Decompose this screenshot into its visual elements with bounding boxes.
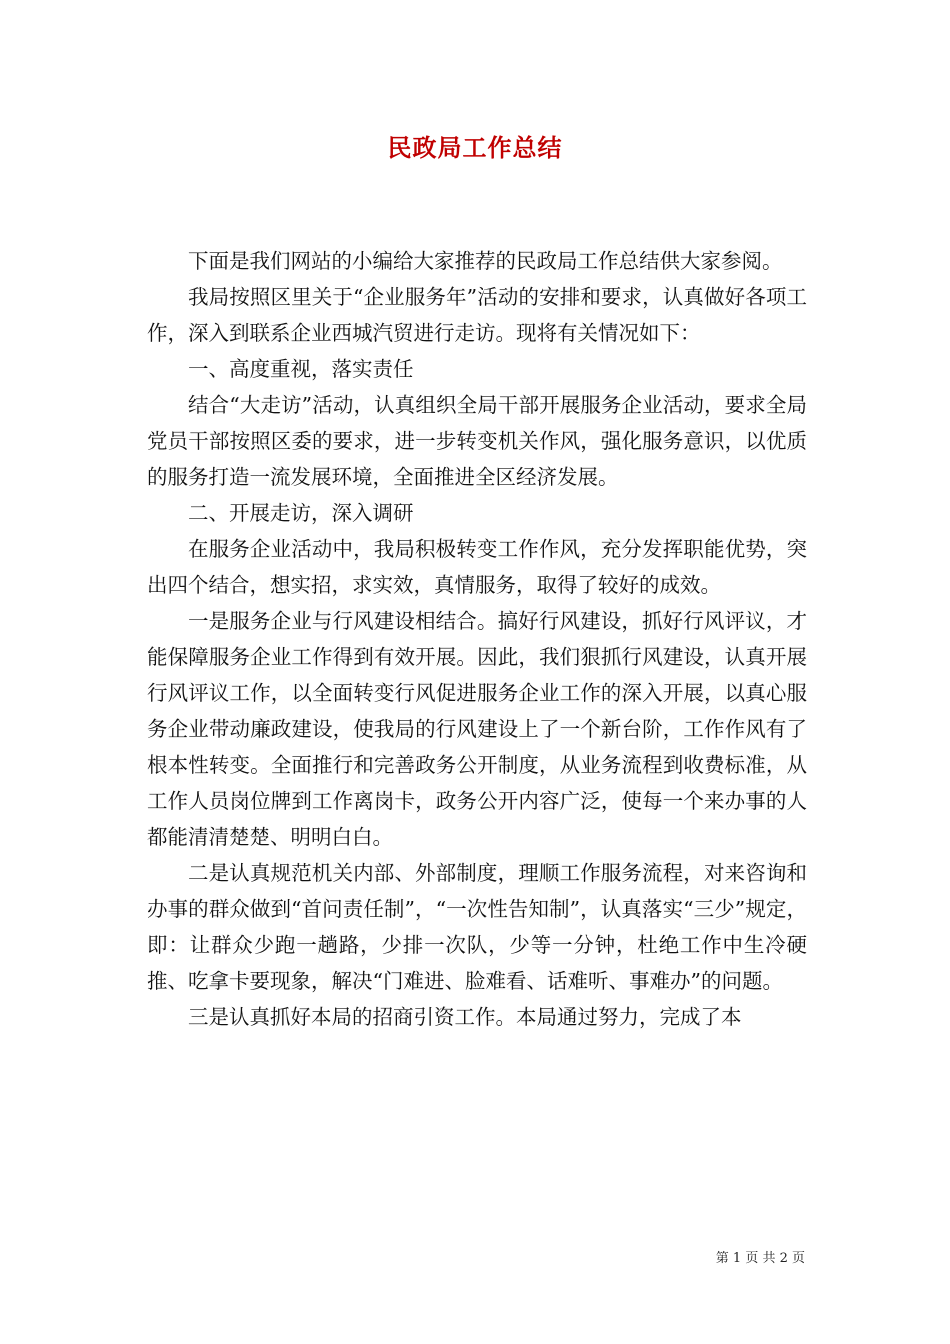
document-body (147, 243, 807, 1035)
section-heading: 一、高度重视，落实责任 (188, 357, 414, 381)
paragraph: 结合“大走访”活动，认真组织全局干部开展服务企业活动，要求全局党员干部按照区委的要求，进一步转变机关作风，强化服务意识，以优质的服务打造一流发展环境，全面推进全区经济发展。 (147, 393, 807, 489)
document-title: 民政局工作总结 (387, 133, 563, 162)
paragraph: 在服务企业活动中，我局积极转变工作作风，充分发挥职能优势，突出四个结合，想实招，求实效，真情服务，取得了较好的成效。 (147, 537, 807, 597)
paragraph: 二是认真规范机关内部、外部制度，理顺工作服务流程，对来咨询和办事的群众做到“首问责任制”，“一次性告知制”，认真落实“三少”规定，即：让群众少跑一趟路，少排一次队，少等一分钟，杜绝工作中生冷硬推、吃拿卡要现象，解决“门难进、脸难看、话难听、事难办”的问题。 (147, 861, 807, 993)
page-number: 第 1 页 共 2 页 (715, 1251, 805, 1266)
paragraph: 三是认真抓好本局的招商引资工作。本局通过努力，完成了本 (188, 1005, 742, 1029)
paragraph: 我局按照区里关于“企业服务年”活动的安排和要求，认真做好各项工作，深入到联系企业西城汽贸进行走访。现将有关情况如下： (147, 285, 807, 345)
section-heading: 二、开展走访，深入调研 (188, 501, 414, 525)
paragraph: 下面是我们网站的小编给大家推荐的民政局工作总结供大家参阅。 (188, 249, 783, 273)
paragraph: 一是服务企业与行风建设相结合。搞好行风建设，抓好行风评议，才能保障服务企业工作得到有效开展。因此，我们狠抓行风建设，认真开展行风评议工作，以全面转变行风促进服务企业工作的深入开展，以真心服务企业带动廉政建设，使我局的行风建设上了一个新台阶，工作作风有了根本性转变。全面推行和完善政务公开制度，从业务流程到收费标准，从工作人员岗位牌到工作离岗卡，政务公开内容广泛，使每一个来办事的人都能清清楚楚、明明白白。 (147, 609, 807, 849)
